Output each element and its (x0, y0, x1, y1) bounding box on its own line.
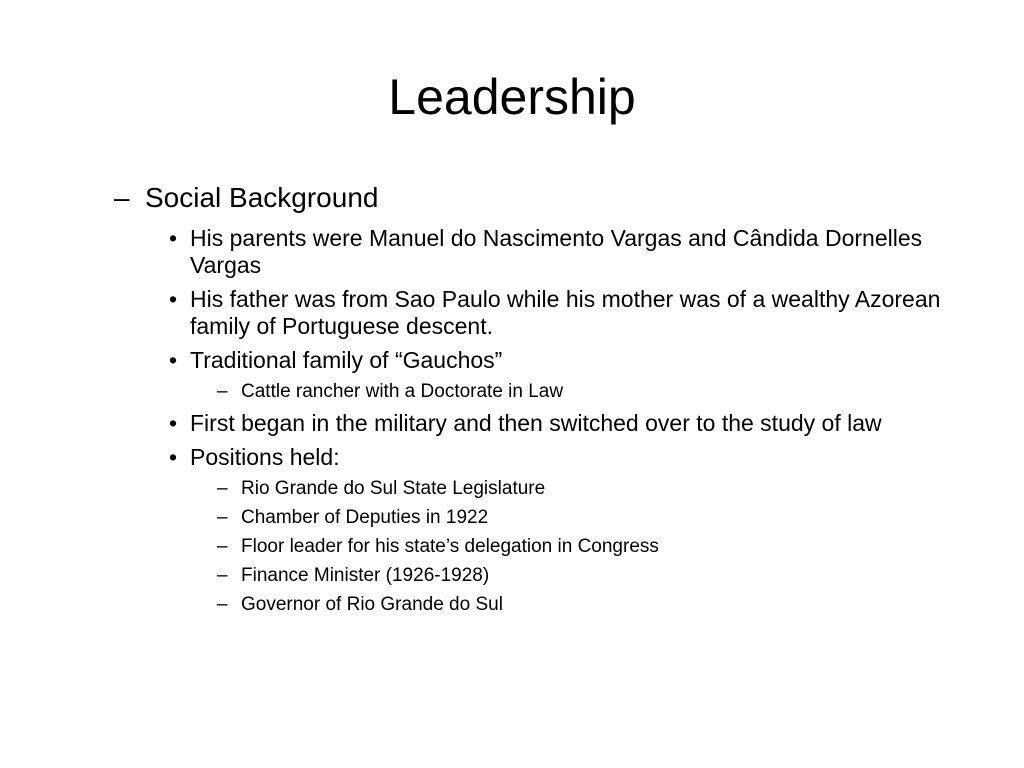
dash-marker: – (217, 594, 228, 615)
bullet-text: Traditional family of “Gauchos” (190, 347, 503, 373)
section-social-background (114, 178, 965, 616)
dash-marker: – (217, 565, 228, 586)
dash-marker: – (217, 536, 228, 557)
sub-item (217, 477, 941, 500)
sub-item (217, 506, 941, 529)
slide-content (0, 178, 1024, 616)
bullet-marker: • (169, 286, 178, 312)
sub-item (217, 564, 941, 587)
bullet-marker: • (169, 410, 178, 436)
slide-title: Leadership (388, 69, 636, 125)
sub-list (190, 380, 945, 403)
bullet-text: Positions held: (190, 444, 340, 470)
sub-item-text: Floor leader for his state’s delegation in Congress (241, 536, 659, 557)
bullet-item (169, 410, 945, 437)
bullet-marker: • (169, 225, 178, 251)
sub-item-text: Rio Grande do Sul State Legislature (241, 478, 546, 499)
bullet-item (169, 444, 945, 616)
sub-item (217, 593, 941, 616)
bullet-text: His parents were Manuel do Nascimento Vargas and Cândida Dornelles Vargas (190, 225, 923, 278)
bullet-text: First began in the military and then switched over to the study of law (190, 410, 882, 436)
section-heading: Social Background (145, 182, 379, 213)
bullet-item (169, 347, 945, 403)
sub-item (217, 380, 941, 403)
sub-item (217, 535, 941, 558)
bullet-text: His father was from Sao Paulo while his mother was of a wealthy Azorean family of Portuguese descent. (190, 286, 941, 339)
dash-marker: – (114, 182, 130, 213)
dash-marker: – (217, 381, 228, 402)
bullet-list (145, 225, 965, 616)
sub-item-text: Chamber of Deputies in 1922 (241, 507, 489, 528)
sub-item-text: Cattle rancher with a Doctorate in Law (241, 381, 564, 402)
bullet-marker: • (169, 444, 178, 470)
dash-marker: – (217, 478, 228, 499)
sub-list (190, 477, 945, 616)
bullet-item (169, 225, 945, 279)
sub-item-text: Finance Minister (1926-1928) (241, 565, 490, 586)
sub-item-text: Governor of Rio Grande do Sul (241, 594, 503, 615)
bullet-marker: • (169, 347, 178, 373)
dash-marker: – (217, 507, 228, 528)
bullet-item (169, 286, 945, 340)
